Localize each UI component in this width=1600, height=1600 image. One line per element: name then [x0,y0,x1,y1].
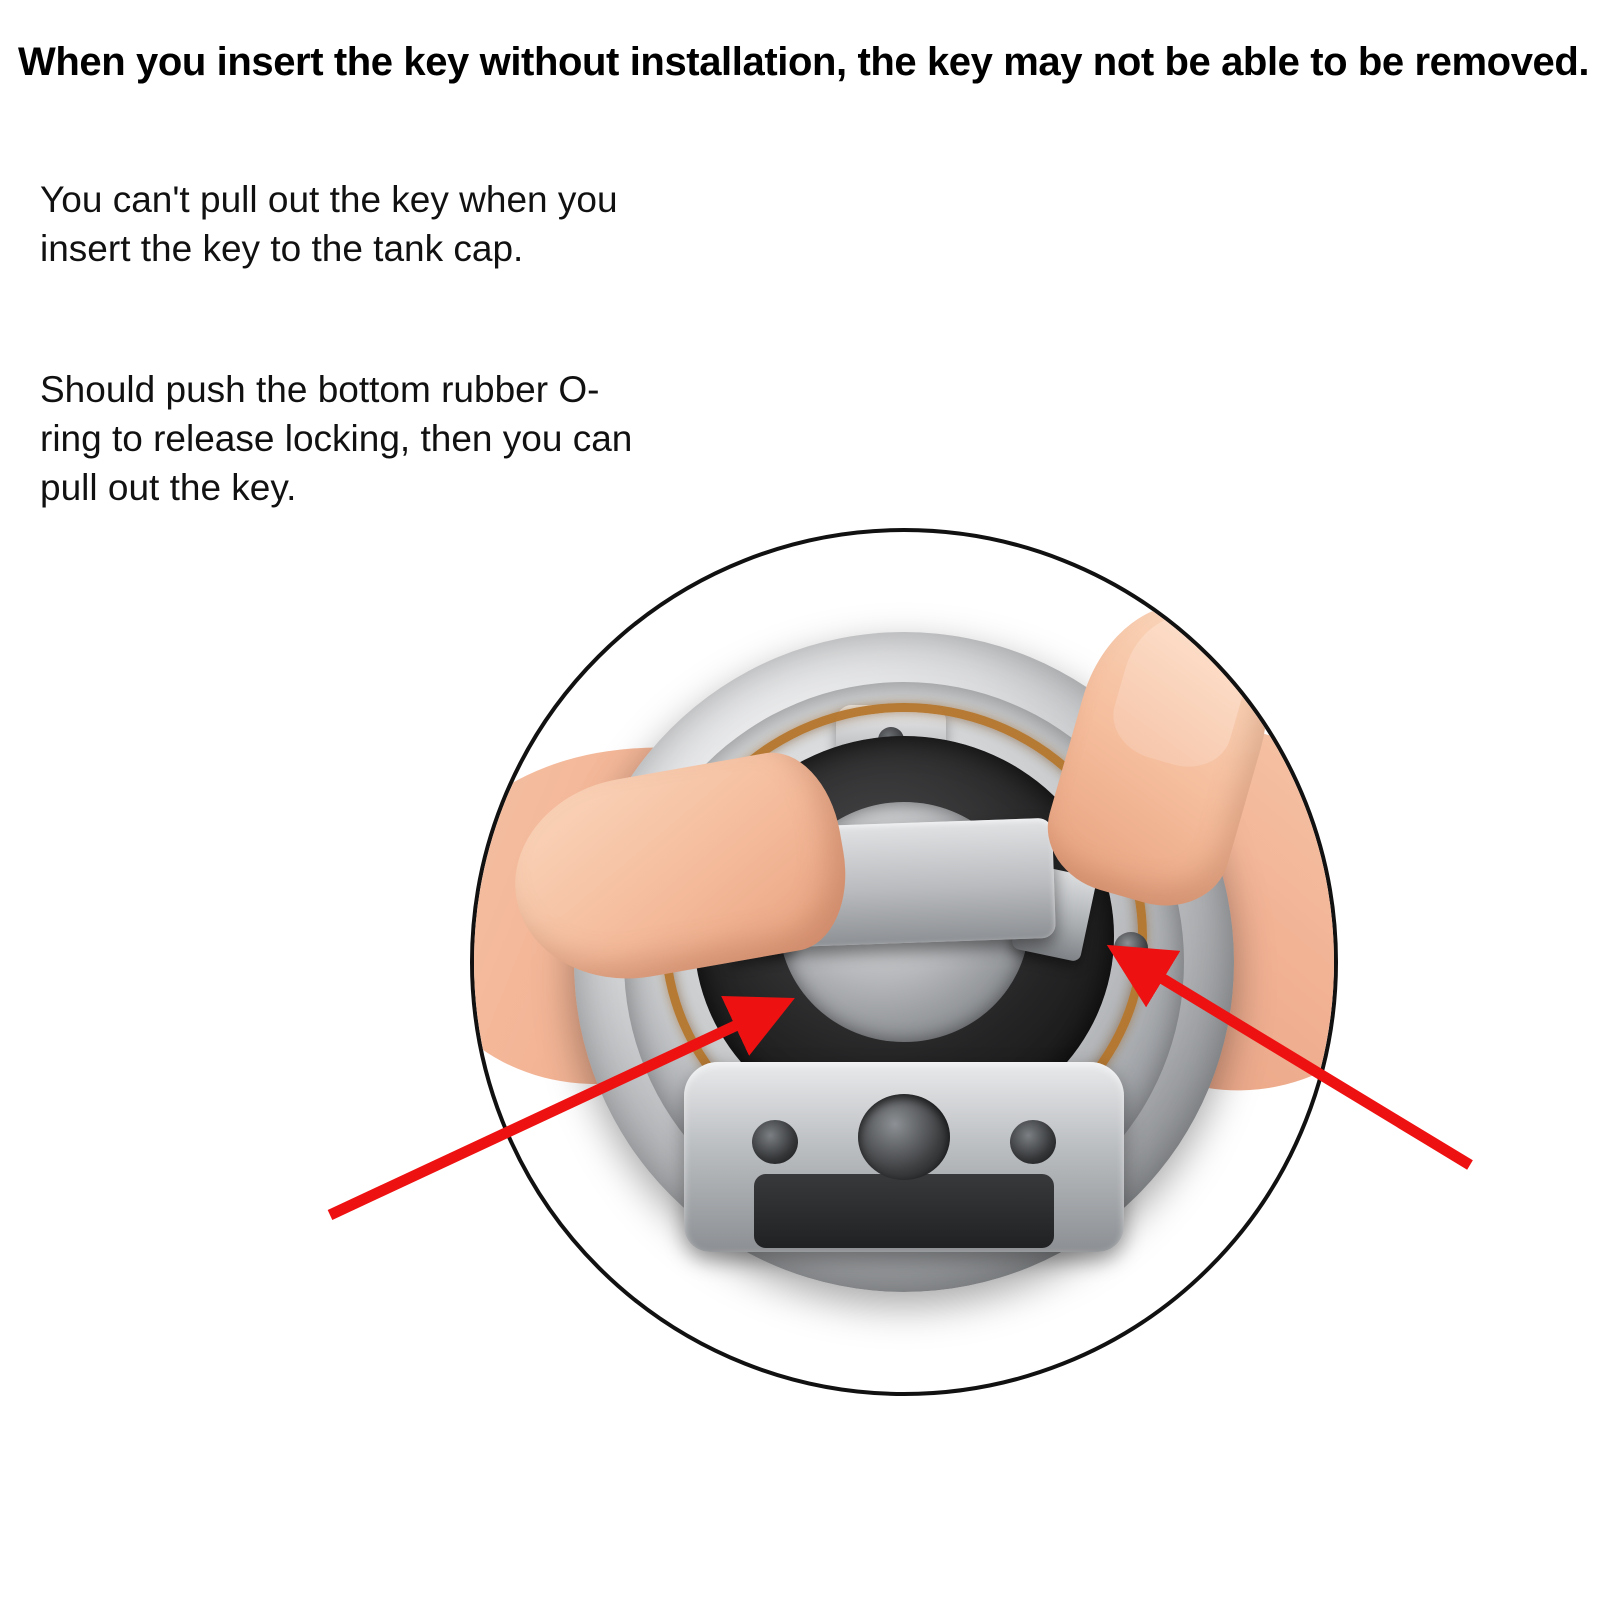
tank-cap-photo [470,528,1330,1388]
bracket-bolt-hole-left [752,1120,798,1164]
note-push-oring: Should push the bottom rubber O-ring to release locking, then you can pull out the key. [40,369,633,508]
page-title: When you insert the key without installation, the key may not be able to be removed. [18,40,1590,84]
bracket-dark-insert [754,1174,1054,1248]
cap-side-hole [1114,932,1148,964]
bracket-center-hole [858,1094,950,1180]
note-cannot-pull-key: You can't pull out the key when you insert the key to the tank cap. [40,179,618,269]
bracket-bolt-hole-right [1010,1120,1056,1164]
photo-circle-frame [470,528,1338,1396]
